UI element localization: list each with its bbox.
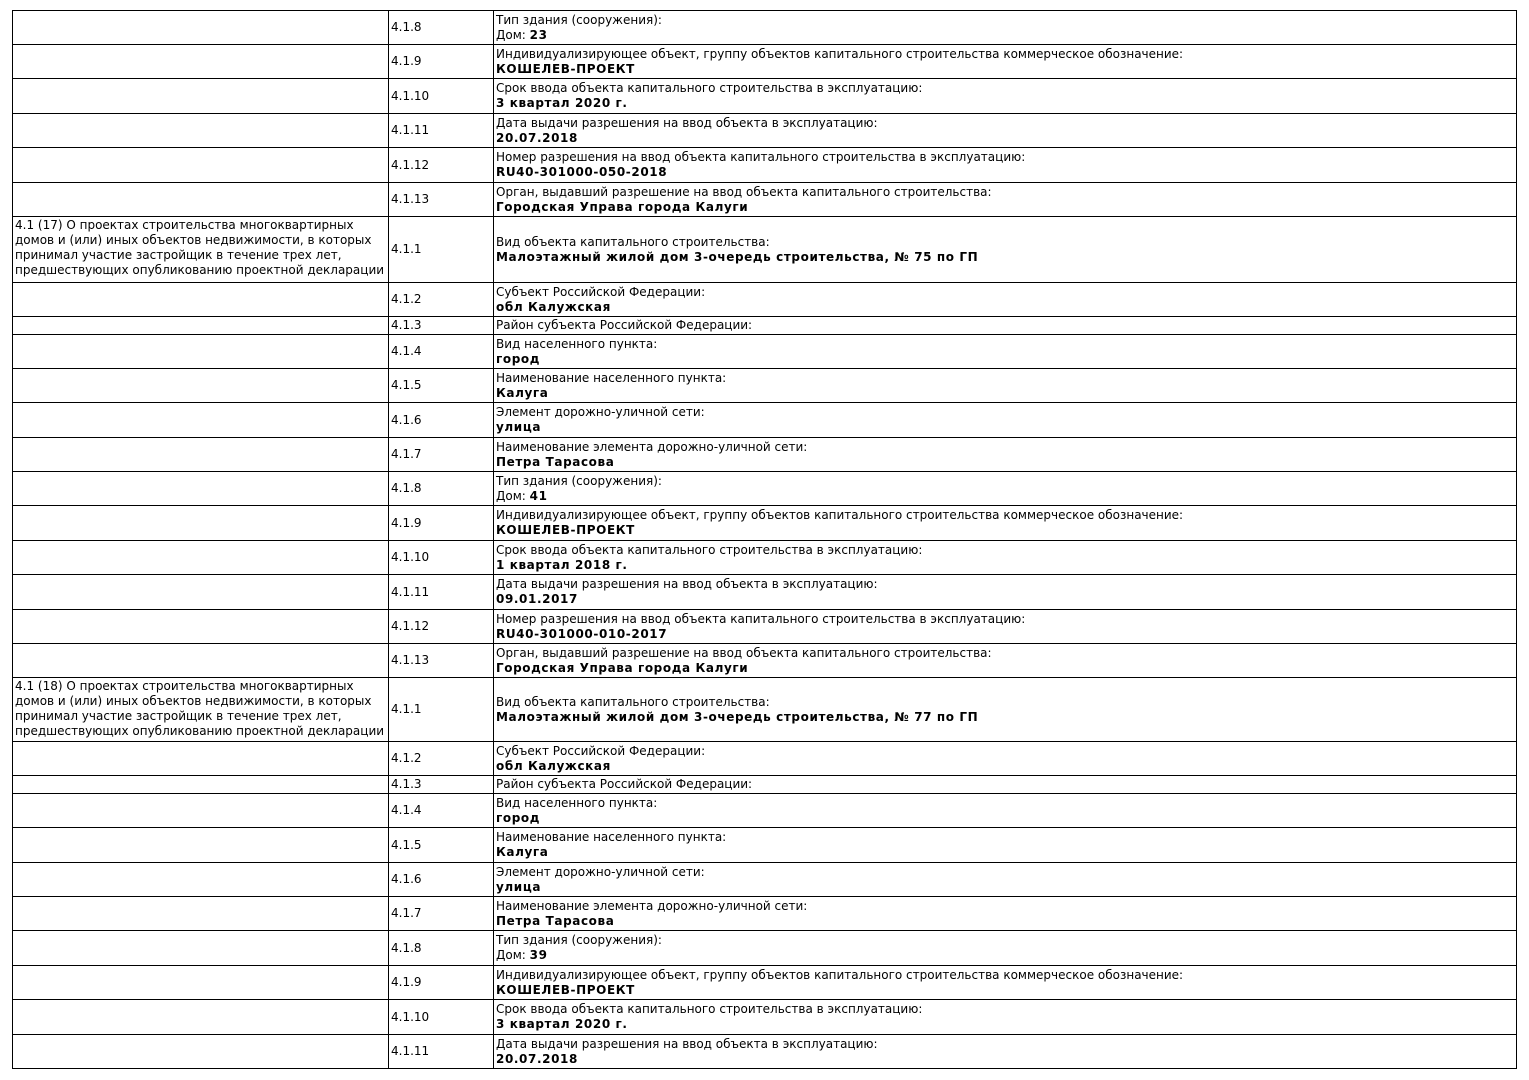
field-label: Район субъекта Российской Федерации: — [496, 777, 753, 791]
code-cell: 4.1.9 — [389, 45, 494, 79]
code-cell: 4.1.13 — [389, 644, 494, 678]
section-cell — [13, 403, 389, 438]
field-cell — [494, 678, 1517, 742]
field-value: обл Калужская — [496, 299, 611, 314]
field-cell — [494, 283, 1517, 317]
table-row — [13, 897, 1517, 931]
field-prefix: Дом: — [496, 948, 530, 962]
section-cell — [13, 897, 389, 931]
field-value: КОШЕЛЕВ-ПРОЕКТ — [496, 982, 635, 997]
field-label: Наименование населенного пункта: — [496, 370, 727, 385]
field-label: Орган, выдавший разрешение на ввод объекта капитального строительства: — [496, 645, 992, 660]
code-cell: 4.1.12 — [389, 610, 494, 644]
field-value: 20.07.2018 — [496, 1051, 578, 1066]
field-label: Срок ввода объекта капитального строительства в эксплуатацию: — [496, 81, 923, 95]
field-cell — [494, 403, 1517, 438]
field-value: 09.01.2017 — [496, 592, 578, 606]
field-prefix: Дом: — [496, 488, 530, 503]
field-prefix: Дом: — [496, 27, 530, 42]
section-cell — [13, 114, 389, 148]
code-cell: 4.1.1 — [389, 217, 494, 283]
table-row — [13, 678, 1517, 742]
field-label: Срок ввода объекта капитального строительства в эксплуатацию: — [496, 1002, 923, 1016]
code-cell: 4.1.13 — [389, 183, 494, 217]
field-label: Район субъекта Российской Федерации: — [496, 318, 753, 332]
table-row — [13, 1035, 1517, 1069]
field-cell — [494, 863, 1517, 897]
field-value-line — [496, 489, 1514, 504]
section-cell — [13, 438, 389, 472]
field-cell — [494, 506, 1517, 541]
field-label: Вид населенного пункта: — [496, 336, 658, 351]
field-label: Индивидуализирующее объект, группу объектов капитального строительства коммерческое обозначение: — [496, 508, 1184, 522]
table-row — [13, 438, 1517, 472]
field-label: Индивидуализирующее объект, группу объектов капитального строительства коммерческое обозначение: — [496, 46, 1184, 61]
section-cell — [13, 472, 389, 506]
section-cell — [13, 794, 389, 828]
table-row — [13, 317, 1517, 335]
code-cell: 4.1.12 — [389, 148, 494, 183]
code-cell: 4.1.3 — [389, 776, 494, 794]
table-row — [13, 183, 1517, 217]
table-row — [13, 283, 1517, 317]
field-label: Вид объекта капитального строительства: — [496, 234, 770, 249]
field-value: Калуга — [496, 845, 549, 859]
section-cell — [13, 335, 389, 369]
field-value: 3 квартал 2020 г. — [496, 1017, 628, 1031]
field-value: RU40-301000-050-2018 — [496, 165, 668, 179]
declaration-sheet — [12, 10, 1517, 1069]
field-cell — [494, 610, 1517, 644]
field-cell — [494, 966, 1517, 1000]
field-label: Индивидуализирующее объект, группу объектов капитального строительства коммерческое обозначение: — [496, 967, 1184, 982]
code-cell: 4.1.5 — [389, 828, 494, 863]
field-cell — [494, 114, 1517, 148]
section-cell — [13, 931, 389, 966]
table-row — [13, 541, 1517, 575]
field-cell — [494, 1035, 1517, 1069]
field-label: Субъект Российской Федерации: — [496, 743, 706, 758]
field-value: 20.07.2018 — [496, 130, 578, 145]
field-value: 3 квартал 2020 г. — [496, 96, 628, 110]
field-value: Городская Управа города Калуги — [496, 660, 749, 675]
field-cell — [494, 644, 1517, 678]
code-cell: 4.1.2 — [389, 283, 494, 317]
field-value: 41 — [529, 488, 548, 503]
table-row — [13, 506, 1517, 541]
field-cell — [494, 541, 1517, 575]
field-value: Малоэтажный жилой дом 3-очередь строительства, № 77 по ГП — [496, 709, 979, 724]
code-cell: 4.1.8 — [389, 11, 494, 45]
section-cell — [13, 317, 389, 335]
code-cell: 4.1.4 — [389, 794, 494, 828]
section-cell — [13, 863, 389, 897]
section-cell — [13, 575, 389, 610]
field-value: Малоэтажный жилой дом 3-очередь строительства, № 75 по ГП — [496, 249, 979, 264]
field-cell — [494, 575, 1517, 610]
code-cell: 4.1.8 — [389, 931, 494, 966]
field-cell — [494, 148, 1517, 183]
field-value: КОШЕЛЕВ-ПРОЕКТ — [496, 523, 635, 537]
code-cell: 4.1.2 — [389, 742, 494, 776]
code-cell: 4.1.9 — [389, 506, 494, 541]
table-row — [13, 644, 1517, 678]
field-label: Наименование элемента дорожно-уличной сети: — [496, 439, 808, 454]
field-cell — [494, 897, 1517, 931]
field-label: Наименование элемента дорожно-уличной сети: — [496, 898, 808, 913]
section-cell — [13, 506, 389, 541]
code-cell: 4.1.1 — [389, 678, 494, 742]
field-value-line — [496, 28, 1514, 43]
table-row — [13, 794, 1517, 828]
field-value: город — [496, 351, 541, 366]
section-cell — [13, 644, 389, 678]
field-cell — [494, 11, 1517, 45]
section-cell — [13, 610, 389, 644]
field-cell — [494, 742, 1517, 776]
section-cell — [13, 148, 389, 183]
section-cell — [13, 1035, 389, 1069]
section-cell — [13, 1000, 389, 1035]
field-cell — [494, 472, 1517, 506]
section-cell — [13, 369, 389, 403]
field-cell — [494, 1000, 1517, 1035]
field-value: обл Калужская — [496, 758, 611, 773]
table-row — [13, 472, 1517, 506]
field-cell — [494, 335, 1517, 369]
code-cell: 4.1.5 — [389, 369, 494, 403]
field-value: улица — [496, 420, 542, 434]
table-row — [13, 114, 1517, 148]
declaration-table-body — [13, 11, 1517, 1069]
field-label: Вид объекта капитального строительства: — [496, 694, 770, 709]
field-label: Тип здания (сооружения): — [496, 933, 662, 947]
field-label: Субъект Российской Федерации: — [496, 284, 706, 299]
field-cell — [494, 776, 1517, 794]
field-value: 39 — [529, 948, 548, 962]
field-cell — [494, 79, 1517, 114]
table-row — [13, 828, 1517, 863]
table-row — [13, 1000, 1517, 1035]
code-cell: 4.1.8 — [389, 472, 494, 506]
field-label: Дата выдачи разрешения на ввод объекта в эксплуатацию: — [496, 1036, 878, 1051]
table-row — [13, 966, 1517, 1000]
field-cell — [494, 828, 1517, 863]
field-value-line — [496, 948, 1514, 963]
field-cell — [494, 217, 1517, 283]
code-cell: 4.1.11 — [389, 114, 494, 148]
code-cell: 4.1.7 — [389, 438, 494, 472]
section-cell — [13, 183, 389, 217]
code-cell: 4.1.7 — [389, 897, 494, 931]
table-row — [13, 575, 1517, 610]
code-cell: 4.1.6 — [389, 403, 494, 438]
field-value: улица — [496, 879, 542, 894]
code-cell: 4.1.11 — [389, 575, 494, 610]
table-row — [13, 931, 1517, 966]
field-cell — [494, 438, 1517, 472]
section-cell — [13, 11, 389, 45]
field-label: Тип здания (сооружения): — [496, 12, 662, 27]
code-cell: 4.1.6 — [389, 863, 494, 897]
field-label: Срок ввода объекта капитального строительства в эксплуатацию: — [496, 542, 923, 557]
field-cell — [494, 317, 1517, 335]
code-cell: 4.1.10 — [389, 1000, 494, 1035]
section-cell: 4.1 (17) О проектах строительства многоквартирных домов и (или) иных объектов недвижимости, в которых принимал участие застройщик в течение трех лет, предшествующих опубликованию проектной декларации — [13, 217, 389, 283]
field-label: Вид населенного пункта: — [496, 795, 658, 810]
field-label: Дата выдачи разрешения на ввод объекта в эксплуатацию: — [496, 115, 878, 130]
field-value: RU40-301000-010-2017 — [496, 626, 668, 641]
code-cell: 4.1.10 — [389, 541, 494, 575]
field-cell — [494, 931, 1517, 966]
field-label: Номер разрешения на ввод объекта капитального строительства в эксплуатацию: — [496, 150, 1026, 164]
field-label: Тип здания (сооружения): — [496, 473, 662, 488]
section-cell — [13, 966, 389, 1000]
table-row — [13, 217, 1517, 283]
field-value: Городская Управа города Калуги — [496, 199, 749, 214]
table-row — [13, 45, 1517, 79]
table-row — [13, 863, 1517, 897]
declaration-table — [12, 10, 1517, 1069]
field-value: Петра Тарасова — [496, 454, 615, 469]
table-row — [13, 11, 1517, 45]
field-cell — [494, 794, 1517, 828]
field-label: Элемент дорожно-уличной сети: — [496, 864, 705, 879]
code-cell: 4.1.4 — [389, 335, 494, 369]
field-cell — [494, 369, 1517, 403]
field-label: Наименование населенного пункта: — [496, 830, 727, 844]
table-row — [13, 148, 1517, 183]
field-value: 1 квартал 2018 г. — [496, 557, 628, 572]
field-cell — [494, 45, 1517, 79]
field-value: 23 — [529, 27, 548, 42]
field-label: Орган, выдавший разрешение на ввод объекта капитального строительства: — [496, 184, 992, 199]
field-value: Калуга — [496, 385, 549, 400]
section-cell — [13, 541, 389, 575]
table-row — [13, 79, 1517, 114]
section-cell: 4.1 (18) О проектах строительства многоквартирных домов и (или) иных объектов недвижимости, в которых принимал участие застройщик в течение трех лет, предшествующих опубликованию проектной декларации — [13, 678, 389, 742]
table-row — [13, 610, 1517, 644]
code-cell: 4.1.11 — [389, 1035, 494, 1069]
section-cell — [13, 828, 389, 863]
field-value: КОШЕЛЕВ-ПРОЕКТ — [496, 61, 635, 76]
section-cell — [13, 79, 389, 114]
table-row — [13, 742, 1517, 776]
field-label: Дата выдачи разрешения на ввод объекта в эксплуатацию: — [496, 577, 878, 591]
section-cell — [13, 283, 389, 317]
section-cell — [13, 776, 389, 794]
field-cell — [494, 183, 1517, 217]
code-cell: 4.1.9 — [389, 966, 494, 1000]
section-cell — [13, 45, 389, 79]
section-cell — [13, 742, 389, 776]
code-cell: 4.1.3 — [389, 317, 494, 335]
code-cell: 4.1.10 — [389, 79, 494, 114]
field-value: Петра Тарасова — [496, 913, 615, 928]
field-label: Номер разрешения на ввод объекта капитального строительства в эксплуатацию: — [496, 611, 1026, 626]
table-row — [13, 776, 1517, 794]
field-value: город — [496, 810, 541, 825]
field-label: Элемент дорожно-уличной сети: — [496, 405, 705, 419]
table-row — [13, 369, 1517, 403]
table-row — [13, 403, 1517, 438]
table-row — [13, 335, 1517, 369]
